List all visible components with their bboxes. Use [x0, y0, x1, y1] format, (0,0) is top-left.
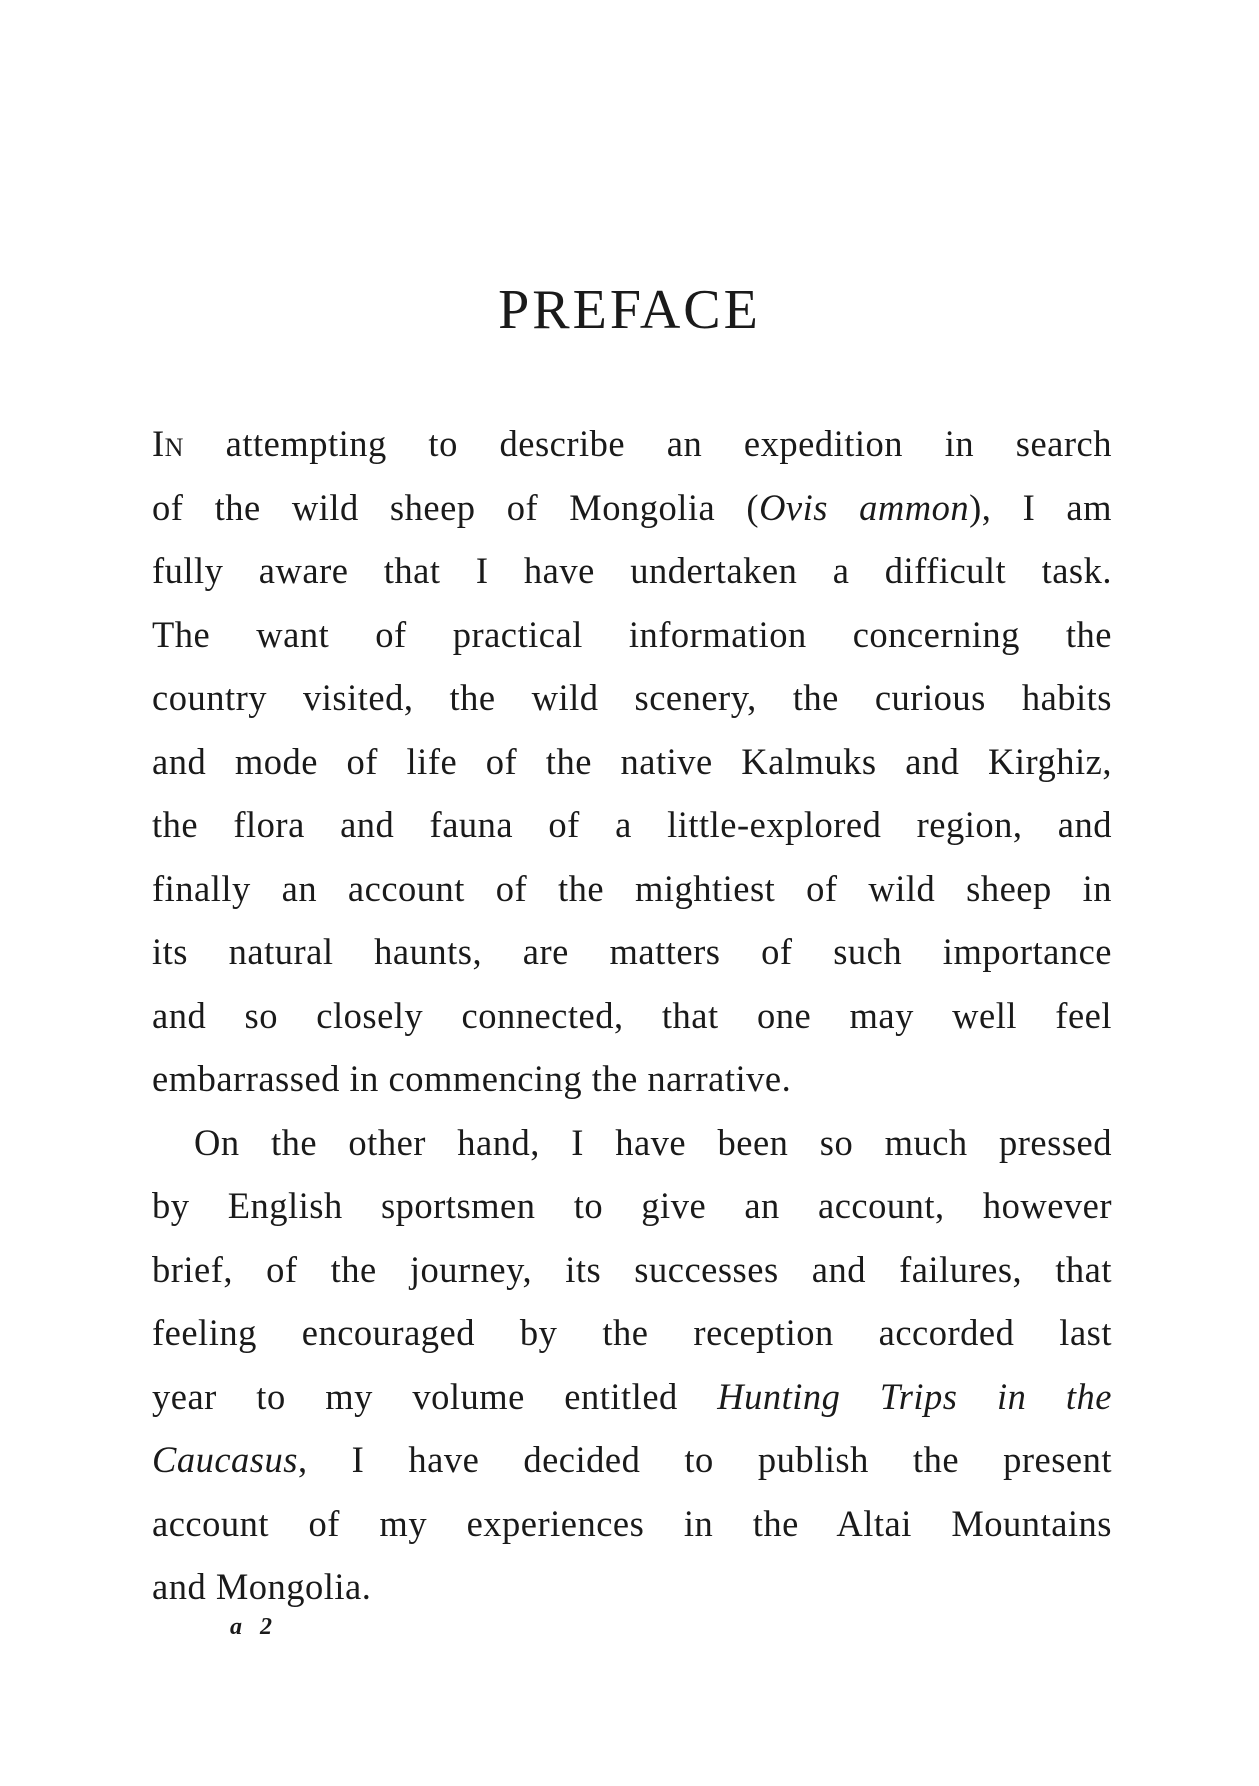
text-line: the flora and fauna of a little-explored region, and — [152, 804, 1112, 845]
page-title: PREFACE — [498, 279, 761, 341]
text-line: account of my experiences in the Altai Mountains — [152, 1502, 1112, 1544]
text-line: In attempting to describe an expedition in search — [152, 423, 1112, 464]
text-line: country visited, the wild scenery, the curious habits — [152, 677, 1112, 718]
text-line: finally an account of the mightiest of wild sheep in — [152, 867, 1112, 909]
paragraph-1 — [152, 412, 1112, 1111]
text-line: by English sportsmen to give an account, however — [152, 1185, 1112, 1226]
text-line: its natural haunts, are matters of such importance — [152, 931, 1112, 972]
text-line: Caucasus, I have decided to publish the present — [152, 1439, 1112, 1480]
text-line: brief, of the journey, its successes and failures, that — [152, 1248, 1112, 1290]
text-line: embarrassed in commencing the narrative. — [152, 1058, 792, 1099]
text-line: fully aware that I have undertaken a difficult task. — [152, 550, 1112, 591]
signature-mark: a 2 — [230, 1614, 278, 1640]
text-line: and so closely connected, that one may well feel — [152, 994, 1112, 1036]
text-line: feeling encouraged by the reception accorded last — [152, 1312, 1112, 1353]
drop-initial: In — [152, 423, 184, 464]
text-line: On the other hand, I have been so much pressed — [194, 1121, 1112, 1163]
preface-body — [152, 412, 1112, 1619]
text-line: year to my volume entitled Hunting Trips in the — [152, 1375, 1112, 1417]
text-line: The want of practical information concerning the — [152, 613, 1112, 655]
text-line: and Mongolia. — [152, 1566, 372, 1607]
paragraph-2 — [152, 1111, 1112, 1619]
text-line: and mode of life of the native Kalmuks and Kirghiz, — [152, 740, 1112, 782]
text-line: of the wild sheep of Mongolia (Ovis ammon), I am — [152, 486, 1113, 528]
